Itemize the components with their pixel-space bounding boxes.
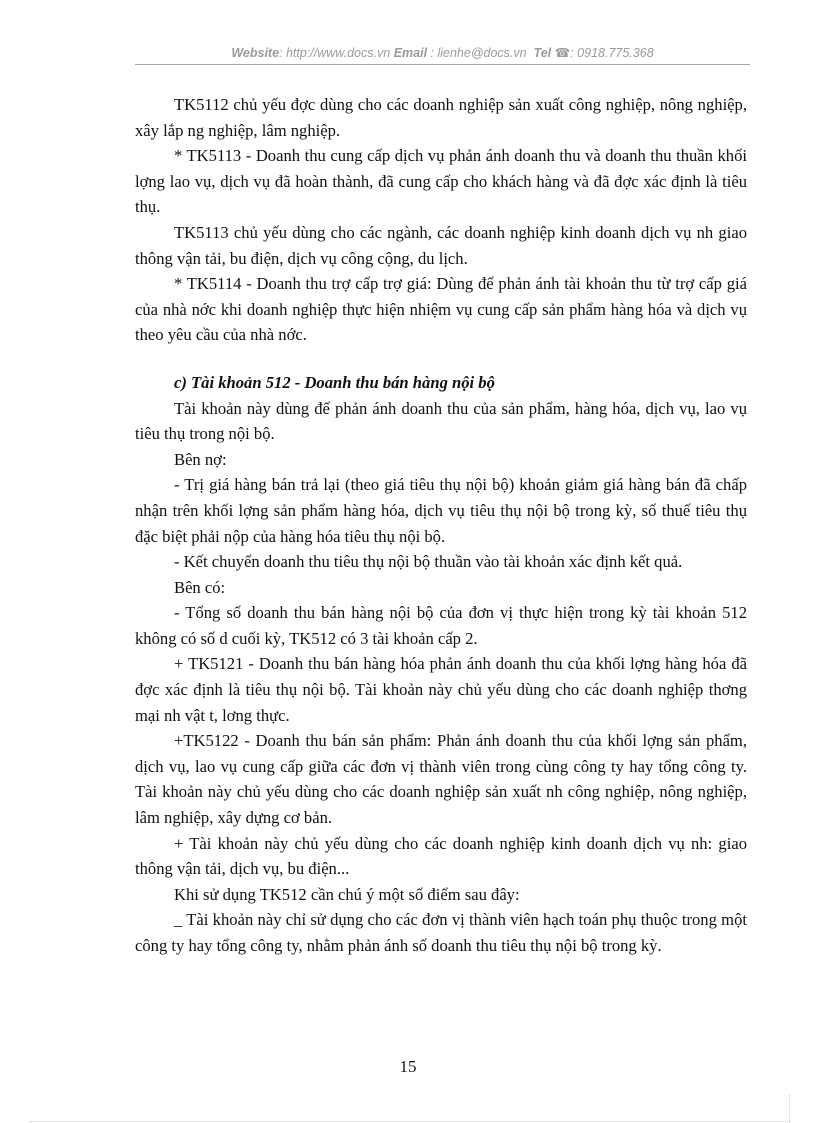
paragraph: * TK5113 - Doanh thu cung cấp dịch vụ phản ánh doanh thu và doanh thu thuần khối lợng lao vụ, dịch vụ đã hoàn thành, đã cung cấp cho khách hàng và đã đợc xác định là tiêu thụ. <box>135 146 747 217</box>
phone-icon: ☎ <box>554 46 571 60</box>
paragraph: Tài khoản này dùng để phản ánh doanh thu của sản phẩm, hàng hóa, dịch vụ, lao vụ tiêu thụ trong nội bộ. <box>135 398 747 444</box>
email-label: Email <box>393 46 428 60</box>
tel-value: : 0918.775.368 <box>570 46 654 60</box>
website-value: : http://www.docs.vn <box>279 46 391 60</box>
email-value: : lienhe@docs.vn <box>430 46 527 60</box>
paragraph: - Kết chuyển doanh thu tiêu thụ nội bộ thuần vào tài khoản xác định kết quả. <box>174 552 683 572</box>
paragraph: + TK5121 - Doanh thu bán hàng hóa phản ánh doanh thu của khối lợng hàng hóa đã đợc xác định là tiêu thụ nội bộ. Tài khoản này chủ yếu dùng cho các doanh nghiệp thơng mại nh vật t, lơng thực. <box>135 654 747 725</box>
page-header <box>135 45 750 60</box>
paragraph: +TK5122 - Doanh thu bán sản phẩm: Phản ánh doanh thu của khối lợng sản phẩm, dịch vụ, lao vụ cung cấp giữa các đơn vị thành viên trong cùng công ty hay tổng công ty. Tài khoản này chủ yếu dùng cho các doanh nghiệp sản xuất nh công nghiệp, nông nghiệp, lâm nghiệp, xây dựng cơ bản. <box>135 731 747 828</box>
paragraph: _ Tài khoản này chỉ sử dụng cho các đơn vị thành viên hạch toán phụ thuộc trong một công ty hay tổng công ty, nhằm phản ánh số doanh thu tiêu thụ nội bộ trong kỳ. <box>135 910 747 955</box>
corner-divider <box>789 1095 790 1121</box>
section-heading: c) Tài khoản 512 - Doanh thu bán hàng nội bộ <box>174 372 495 392</box>
footer-divider <box>30 1121 790 1122</box>
paragraph: - Trị giá hàng bán trả lại (theo giá tiêu thụ nội bộ) khoản giảm giá hàng bán đã chấp nhận trên khối lợng sản phẩm hàng hóa, dịch vụ tiêu thụ nội bộ trong kỳ, số thuế tiêu thụ đặc biệt phải nộp của hàng hóa tiêu thụ nội bộ. <box>135 475 747 546</box>
tel-label: Tel <box>533 46 552 60</box>
document-body <box>135 92 747 959</box>
header-divider <box>135 64 750 65</box>
paragraph: - Tổng số doanh thu bán hàng nội bộ của đơn vị thực hiện trong kỳ tài khoản 512 không có số d cuối kỳ, TK512 có 3 tài khoản cấp 2. <box>135 603 747 648</box>
paragraph: Khi sử dụng TK512 cần chú ý một số điểm sau đây: <box>174 884 520 904</box>
paragraph: Bên nợ: <box>174 449 227 469</box>
page-number: 15 <box>399 1057 417 1076</box>
paragraph: * TK5114 - Doanh thu trợ cấp trợ giá: Dùng để phản ánh tài khoản thu từ trợ cấp giá của nhà nớc khi doanh nghiệp thực hiện nhiệm vụ cung cấp sản phẩm hàng hóa và dịch vụ theo yêu cầu của nhà nớc. <box>135 274 747 345</box>
paragraph: TK5113 chủ yếu dùng cho các ngành, các doanh nghiệp kinh doanh dịch vụ nh giao thông vận tải, bu điện, dịch vụ công cộng, du lịch. <box>135 222 747 268</box>
paragraph: + Tài khoản này chủ yếu dùng cho các doanh nghiệp kinh doanh dịch vụ nh: giao thông vận tải, dịch vụ, bu điện... <box>135 833 747 879</box>
website-label: Website <box>231 46 280 60</box>
paragraph: TK5112 chủ yếu đợc dùng cho các doanh nghiệp sản xuất công nghiệp, nông nghiệp, xây lắp ng nghiệp, lâm nghiệp. <box>135 95 747 140</box>
paragraph: Bên có: <box>174 577 226 597</box>
